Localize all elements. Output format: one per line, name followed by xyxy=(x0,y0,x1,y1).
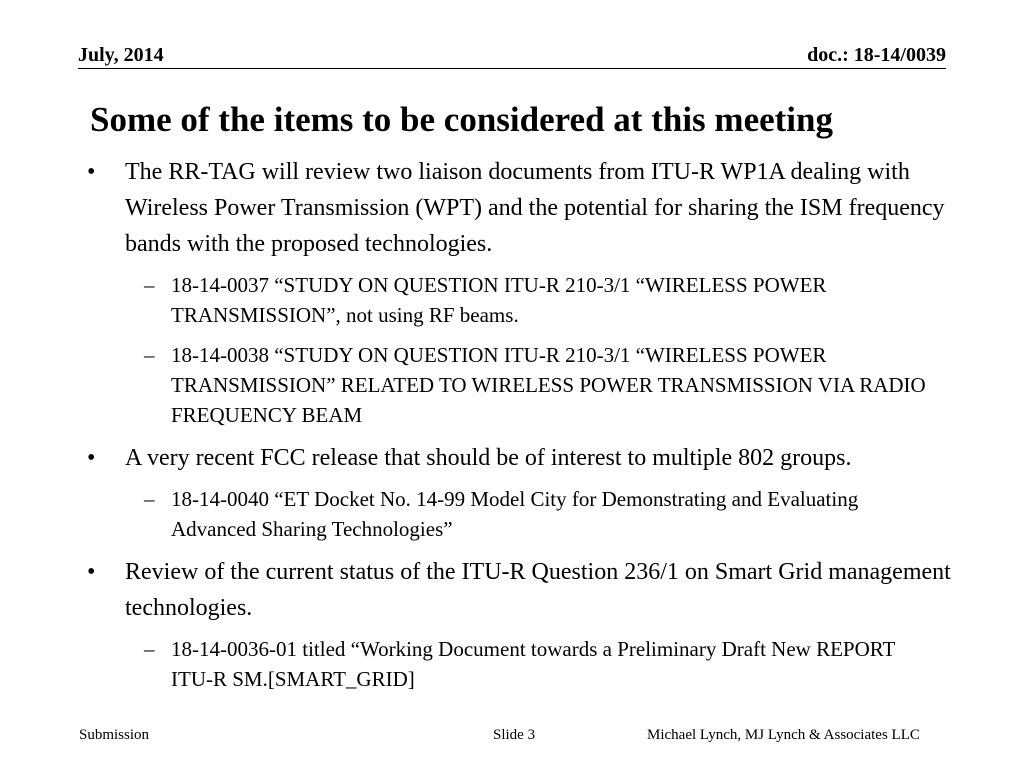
footer-slide-number: Slide 3 xyxy=(493,727,536,743)
sub-bullet-text: 18-14-0036-01 titled “Working Document towards a Preliminary Draft New REPORT ITU-R SM.[SMART_GRID] xyxy=(171,637,895,691)
bullet-marker: • xyxy=(87,559,96,585)
header-doc-number: doc.: 18-14/0039 xyxy=(807,44,946,66)
bullet-item xyxy=(87,440,955,476)
bullet-marker: • xyxy=(87,159,96,185)
bullet-text: The RR-TAG will review two liaison documents from ITU-R WP1A dealing with Wireless Power Transmission (WPT) and the potential for sharing the ISM frequency bands with the proposed technologies. xyxy=(125,159,945,257)
dash-marker: – xyxy=(144,487,155,511)
sub-bullet-text: 18-14-0040 “ET Docket No. 14-99 Model City for Demonstrating and Evaluating Advanced Sharing Technologies” xyxy=(171,487,859,541)
slide-title: Some of the items to be considered at this meeting xyxy=(90,100,833,139)
dash-marker: – xyxy=(144,343,155,367)
slide-body xyxy=(0,154,1024,704)
header-rule xyxy=(78,68,946,69)
sub-bullet-item xyxy=(144,270,931,330)
dash-marker: – xyxy=(144,637,155,661)
footer-author: Michael Lynch, MJ Lynch & Associates LLC xyxy=(647,727,920,743)
sub-bullet-item xyxy=(144,634,931,694)
bullet-marker: • xyxy=(87,445,96,471)
bullet-text: A very recent FCC release that should be of interest to multiple 802 groups. xyxy=(125,445,852,471)
footer-submission: Submission xyxy=(79,727,150,743)
header-date: July, 2014 xyxy=(78,44,164,66)
sub-bullet-item xyxy=(144,484,931,544)
sub-bullet-text: 18-14-0037 “STUDY ON QUESTION ITU-R 210-3/1 “WIRELESS POWER TRANSMISSION”, not using RF beams. xyxy=(171,273,827,327)
sub-bullet-text: 18-14-0038 “STUDY ON QUESTION ITU-R 210-3/1 “WIRELESS POWER TRANSMISSION” RELATED TO WIRELESS POWER TRANSMISSION VIA RADIO FREQUENCY BEAM xyxy=(171,343,926,427)
bullet-text: Review of the current status of the ITU-R Question 236/1 on Smart Grid management technologies. xyxy=(125,559,951,621)
bullet-item xyxy=(87,554,955,626)
dash-marker: – xyxy=(144,273,155,297)
bullet-item xyxy=(87,154,955,262)
sub-bullet-item xyxy=(144,340,931,430)
